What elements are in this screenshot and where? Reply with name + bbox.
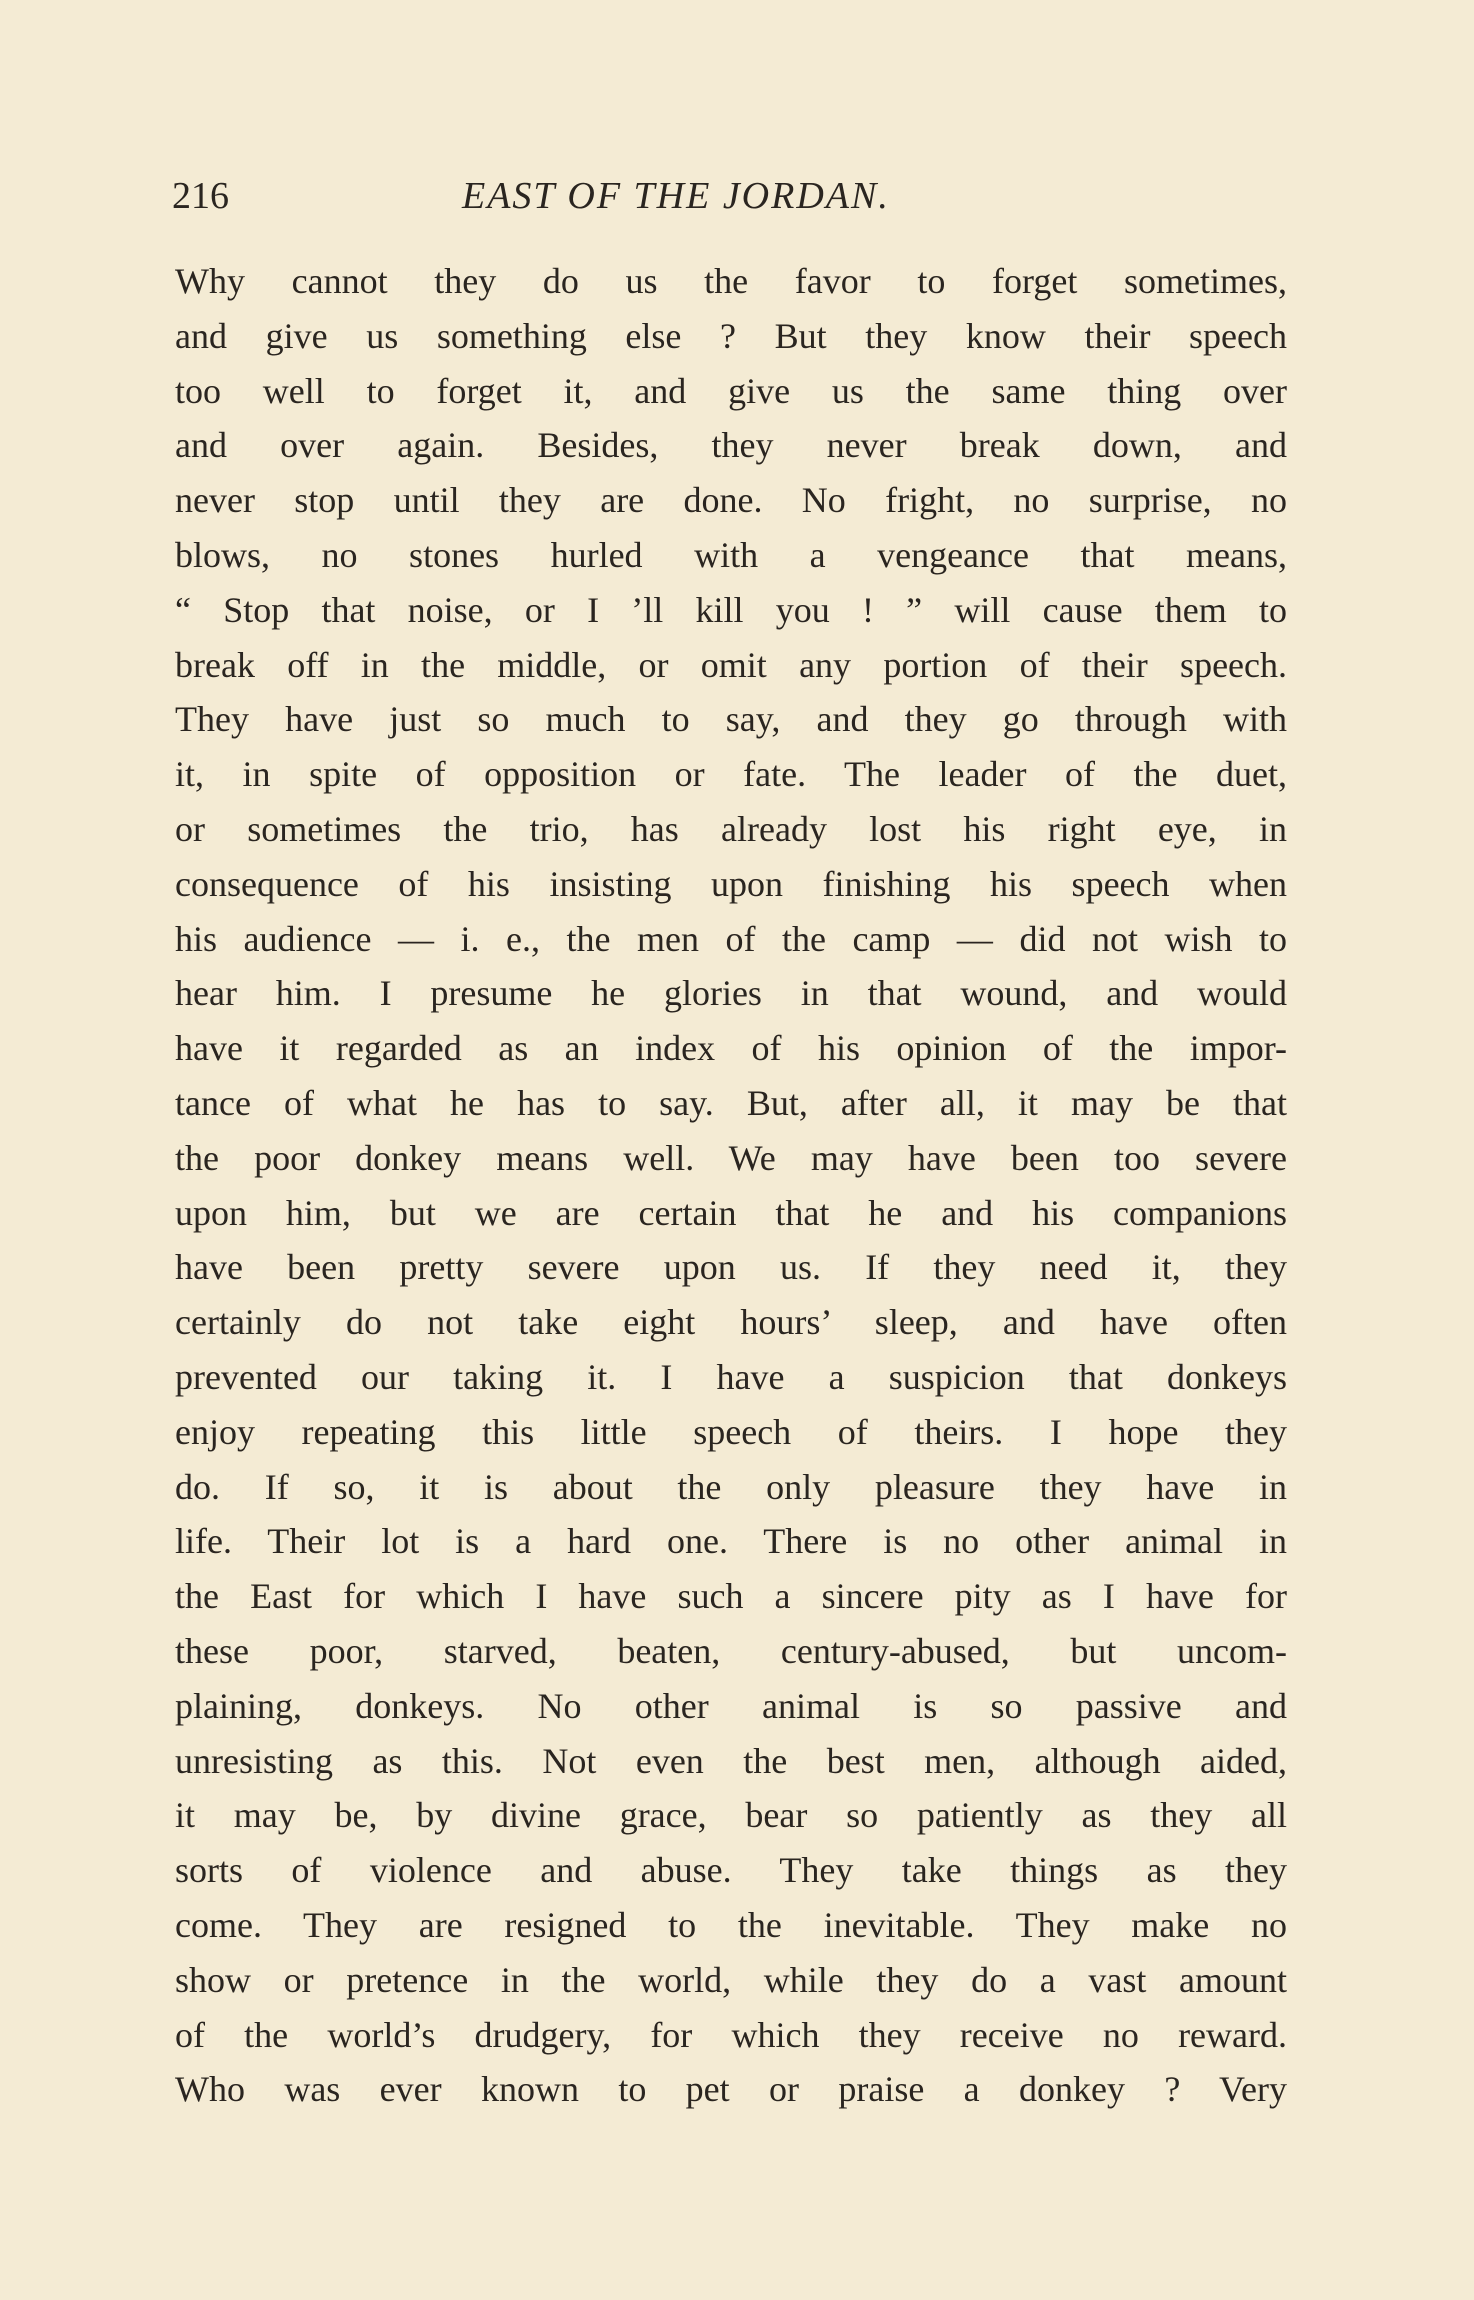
text-line: prevented our taking it. I have a suspicion that donkeys	[175, 1356, 1287, 1397]
text-line: sorts of violence and abuse. They take things as they	[175, 1850, 1287, 1891]
text-line: the poor donkey means well. We may have been too severe	[175, 1137, 1287, 1178]
text-line: hear him. I presume he glories in that wound, and would	[175, 973, 1287, 1014]
running-head	[172, 168, 1282, 224]
text-line: show or pretence in the world, while they do a vast amount	[175, 1959, 1287, 2000]
text-line: and give us something else ? But they know their speech	[175, 315, 1287, 356]
body-text	[175, 254, 1287, 2117]
text-line: the East for which I have such a sincere pity as I have for	[175, 1576, 1287, 1617]
text-line: never stop until they are done. No fright, no surprise, no	[175, 480, 1287, 521]
text-line: too well to forget it, and give us the same thing over	[175, 370, 1287, 411]
text-line: enjoy repeating this little speech of theirs. I hope they	[175, 1411, 1287, 1452]
text-line: have it regarded as an index of his opinion of the impor-	[175, 1028, 1287, 1069]
text-line: consequence of his insisting upon finishing his speech when	[175, 863, 1287, 904]
text-line: Why cannot they do us the favor to forget sometimes,	[175, 261, 1287, 301]
text-line: upon him, but we are certain that he and his companions	[175, 1192, 1287, 1233]
text-line: tance of what he has to say. But, after all, it may be that	[175, 1082, 1287, 1123]
text-line: do. If so, it is about the only pleasure they have in	[175, 1466, 1287, 1507]
text-line: it, in spite of opposition or fate. The leader of the duet,	[175, 754, 1287, 795]
text-line: break off in the middle, or omit any portion of their speech.	[175, 644, 1287, 685]
running-title: EAST OF THE JORDAN.	[462, 175, 890, 217]
text-line: Who was ever known to pet or praise a donkey ? Very	[175, 2069, 1287, 2110]
text-line: have been pretty severe upon us. If they need it, they	[175, 1247, 1287, 1288]
text-line: unresisting as this. Not even the best men, although aided,	[175, 1740, 1287, 1781]
text-line: and over again. Besides, they never break down, and	[175, 425, 1287, 466]
text-line: certainly do not take eight hours’ sleep, and have often	[175, 1302, 1287, 1343]
text-line: life. Their lot is a hard one. There is no other animal in	[175, 1521, 1287, 1562]
text-line: plaining, donkeys. No other animal is so passive and	[175, 1685, 1287, 1726]
text-line: these poor, starved, beaten, century-abused, but uncom-	[175, 1630, 1287, 1671]
text-line: “ Stop that noise, or I ’ll kill you ! ” will cause them to	[175, 589, 1287, 630]
text-line: They have just so much to say, and they go through with	[175, 699, 1287, 740]
text-line: blows, no stones hurled with a vengeance that means,	[175, 534, 1287, 575]
text-line: of the world’s drudgery, for which they receive no reward.	[175, 2014, 1287, 2055]
text-line: his audience — i. e., the men of the camp — did not wish to	[175, 918, 1287, 959]
text-line: it may be, by divine grace, bear so patiently as they all	[175, 1795, 1287, 1836]
text-line: or sometimes the trio, has already lost his right eye, in	[175, 808, 1287, 849]
page-number: 216	[172, 175, 229, 217]
text-line: come. They are resigned to the inevitable. They make no	[175, 1904, 1287, 1945]
